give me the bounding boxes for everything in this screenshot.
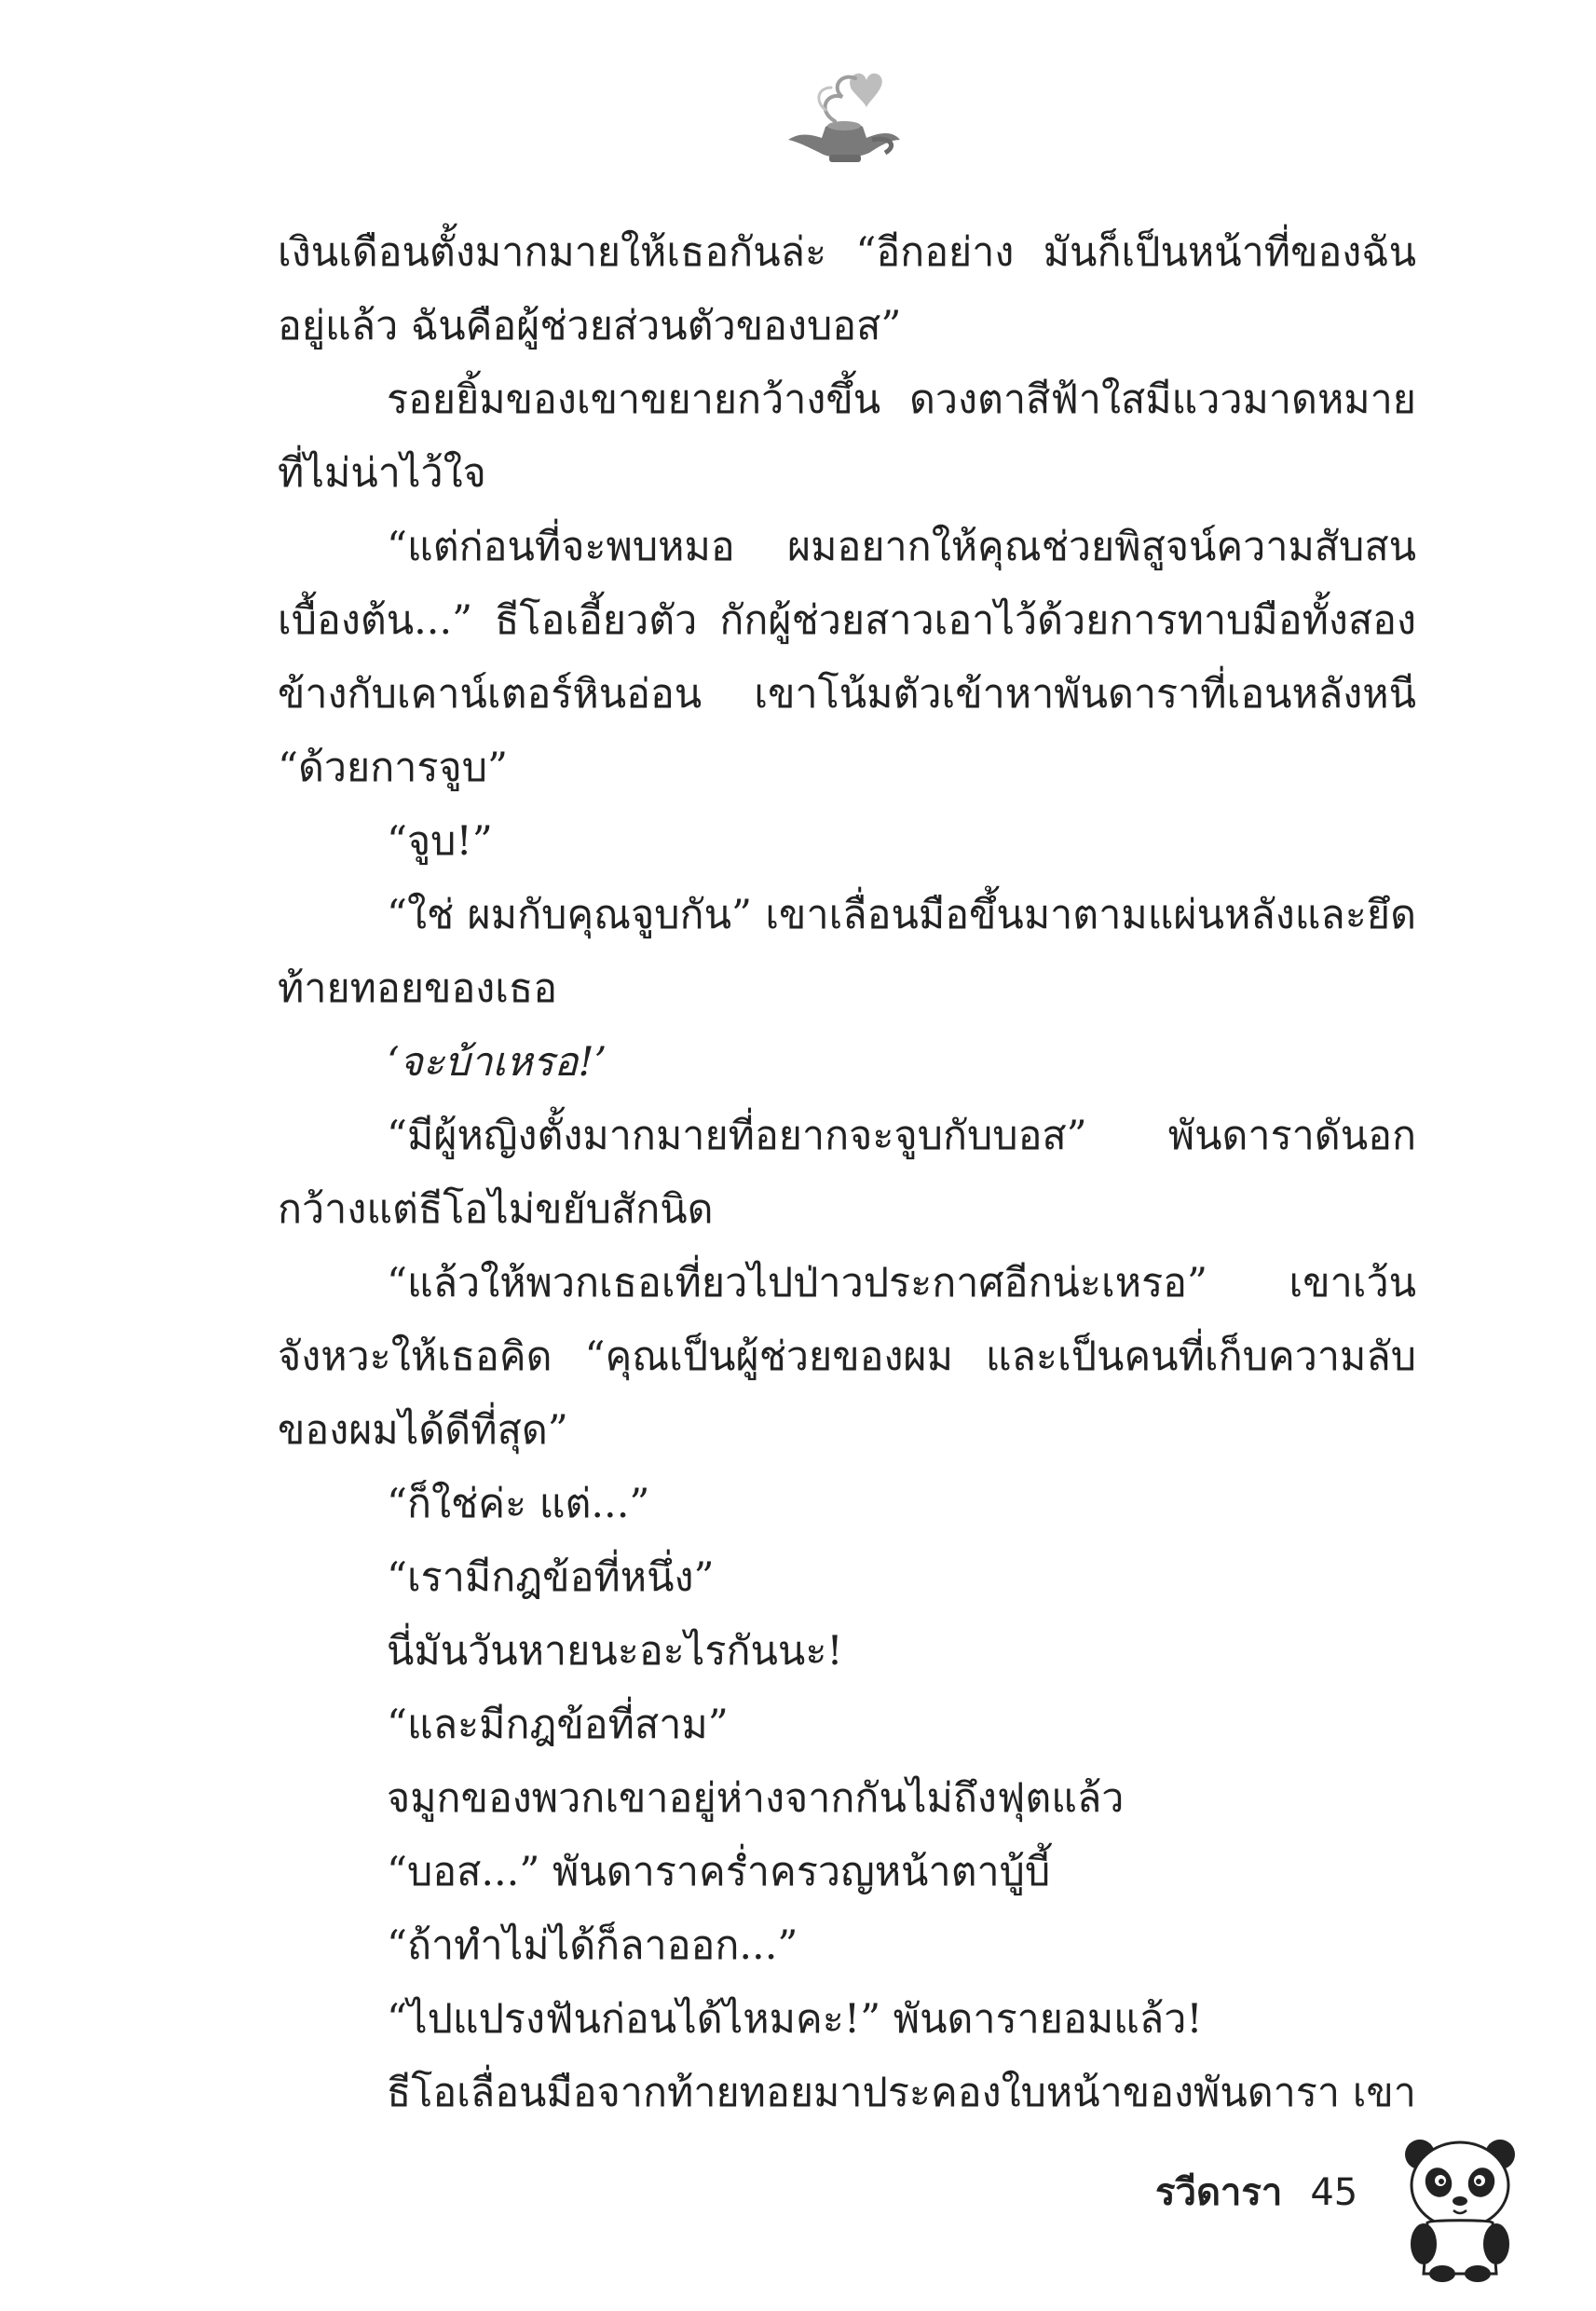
- paragraph: “แล้วให้พวกเธอเที่ยวไปป่าวประกาศอีกน่ะเหรอ” เขาเว้นจังหวะให้เธอคิด “คุณเป็นผู้ช่วยของผม และเป็นคนที่เก็บความลับของผมได้ดีที่สุด”: [278, 1260, 1416, 1454]
- paragraph: “เรามีกฎข้อที่หนึ่ง”: [387, 1554, 715, 1601]
- paragraph: “ถ้าทำไม่ได้ก็ลาออก...”: [387, 1922, 798, 1969]
- page-number: 45: [1310, 2171, 1358, 2214]
- book-title: รวีดารา: [1155, 2171, 1283, 2214]
- paragraph: “ก็ใช่ค่ะ แต่...”: [387, 1481, 650, 1527]
- paragraph: นี่มันวันหายนะอะไรกันนะ!: [387, 1628, 843, 1675]
- paragraph: เงินเดือนตั้งมากมายให้เธอกันล่ะ “อีกอย่าง มันก็เป็นหน้าที่ของฉันอยู่แล้ว ฉันคือผู้ช่วยส่วนตัวของบอส”: [278, 229, 1416, 349]
- paragraph: “จูบ!”: [387, 818, 493, 865]
- paragraph: จมูกของพวกเขาอยู่ห่างจากกันไม่ถึงฟุตแล้ว: [387, 1775, 1125, 1822]
- paragraph: รอยยิ้มของเขาขยายกว้างขึ้น ดวงตาสีฟ้าใสมีแววมาดหมายที่ไม่น่าไว้ใจ: [278, 376, 1416, 497]
- paragraph: “แต่ก่อนที่จะพบหมอ ผมอยากให้คุณช่วยพิสูจน์ความสับสนเบื้องต้น...” ธีโอเอี้ยวตัว กักผู้ช่วยสาวเอาไว้ด้วยการทาบมือทั้งสองข้างกับเคาน์เตอร์หินอ่อน เขาโน้มตัวเข้าหาพันดาราที่เอนหลังหนี “ด้วยการจูบ”: [278, 524, 1416, 791]
- page-footer: [1155, 2162, 1357, 2222]
- paragraph: “มีผู้หญิงตั้งมากมายที่อยากจะจูบกับบอส” พันดาราดันอกกว้างแต่ธีโอไม่ขยับสักนิด: [278, 1113, 1416, 1233]
- paragraph: ธีโอเลื่อนมือจากท้ายทอยมาประคองใบหน้าของพันดารา เขา: [387, 2070, 1416, 2116]
- paragraph: “และมีกฎข้อที่สาม”: [387, 1702, 729, 1748]
- body-text: [278, 216, 1416, 2130]
- paragraph: “ใช่ ผมกับคุณจูบกัน” เขาเลื่อนมือขึ้นมาตามแผ่นหลังและยึดท้ายทอยของเธอ: [278, 892, 1416, 1012]
- paragraph: “ไปแปรงฟันก่อนได้ไหมคะ!” พันดารายอมแล้ว!: [387, 1996, 1203, 2043]
- panda-icon: [1399, 2134, 1521, 2283]
- genie-lamp-heart-icon: [770, 54, 909, 171]
- paragraph: “บอส...” พันดาราคร่ำครวญหน้าตาบู้บี้: [387, 1849, 1051, 1895]
- paragraph: ‘จะบ้าเหรอ!’: [387, 1039, 607, 1086]
